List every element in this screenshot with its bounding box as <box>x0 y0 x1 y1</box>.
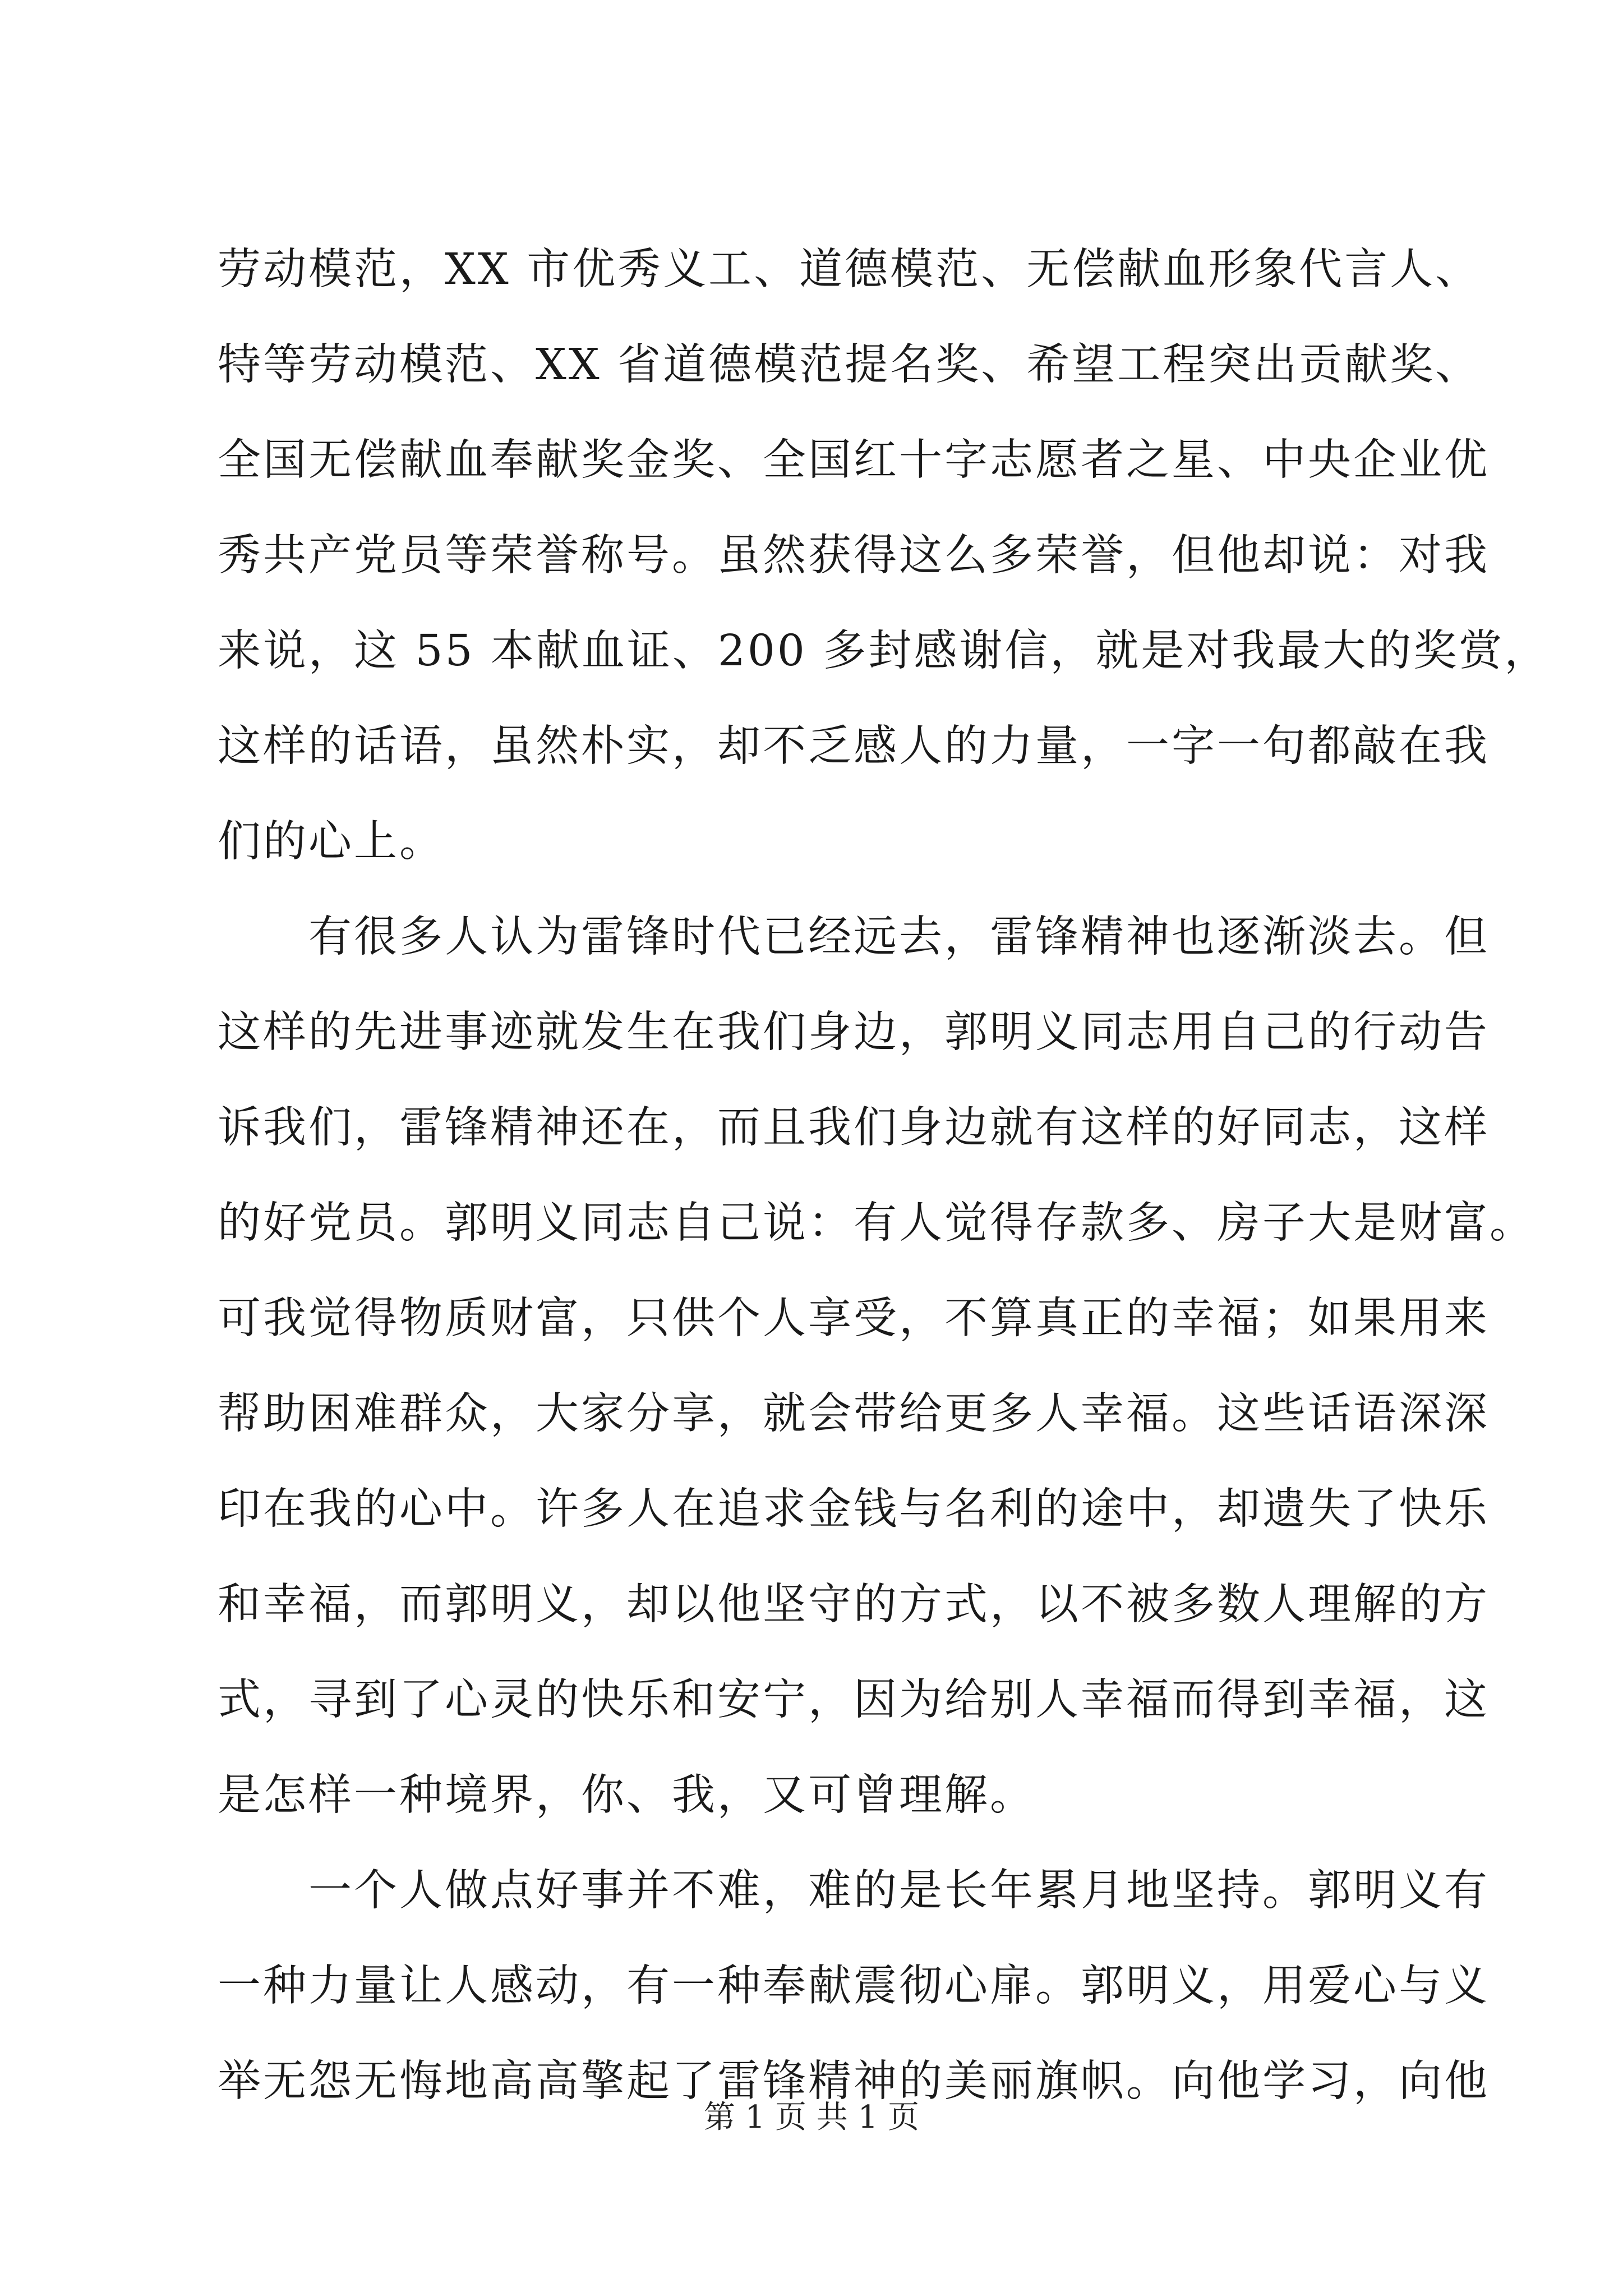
text-line: 是怎样一种境界，你、我，又可曾理解。 <box>218 1770 1035 1820</box>
text-line: 全国无偿献血奉献奖金奖、全国红十字志愿者之星、中央企业优 <box>218 435 1490 485</box>
text-line: 帮助困难群众，大家分享，就会带给更多人幸福。这些话语深深 <box>218 1389 1490 1439</box>
text-line: 举无怨无悔地高高擎起了雷锋精神的美丽旗帜。向他学习，向他 <box>218 2056 1490 2106</box>
page-number-footer: 第 1 页 共 1 页 <box>703 2099 920 2136</box>
text-line: 特等劳动模范、XX 省道德模范提名奖、希望工程突出贡献奖、 <box>218 340 1481 390</box>
text-line: 可我觉得物质财富，只供个人享受，不算真正的幸福；如果用来 <box>218 1294 1490 1343</box>
text-line: 一种力量让人感动，有一种奉献震彻心扉。郭明义，用爱心与义 <box>218 1961 1490 2011</box>
text-line: 这样的先进事迹就发生在我们身边，郭明义同志用自己的行动告 <box>218 1007 1490 1057</box>
text-line: 秀共产党员等荣誉称号。虽然获得这么多荣誉，但他却说：对我 <box>218 531 1490 581</box>
text-line: 劳动模范，XX 市优秀义工、道德模范、无偿献血形象代言人、 <box>218 245 1481 295</box>
text-line: 们的心上。 <box>218 817 445 867</box>
text-line: 这样的话语，虽然朴实，却不乏感人的力量，一字一句都敲在我 <box>218 721 1490 771</box>
text-line: 式，寻到了心灵的快乐和安宁，因为给别人幸福而得到幸福，这 <box>218 1675 1490 1725</box>
text-line: 和幸福，而郭明义，却以他坚守的方式，以不被多数人理解的方 <box>218 1580 1490 1630</box>
text-line: 来说，这 55 本献血证、200 多封感谢信，就是对我最大的奖赏， <box>218 626 1550 676</box>
text-line: 印在我的心中。许多人在追求金钱与名利的途中，却遗失了快乐 <box>218 1484 1490 1534</box>
text-line: 一个人做点好事并不难，难的是长年累月地坚持。郭明义有 <box>218 1866 1490 1916</box>
text-line: 有很多人认为雷锋时代已经远去，雷锋精神也逐渐淡去。但 <box>218 912 1490 962</box>
text-line: 的好党员。郭明义同志自己说：有人觉得存款多、房子大是财富。 <box>218 1198 1535 1248</box>
text-line: 诉我们，雷锋精神还在，而且我们身边就有这样的好同志，这样 <box>218 1103 1490 1153</box>
